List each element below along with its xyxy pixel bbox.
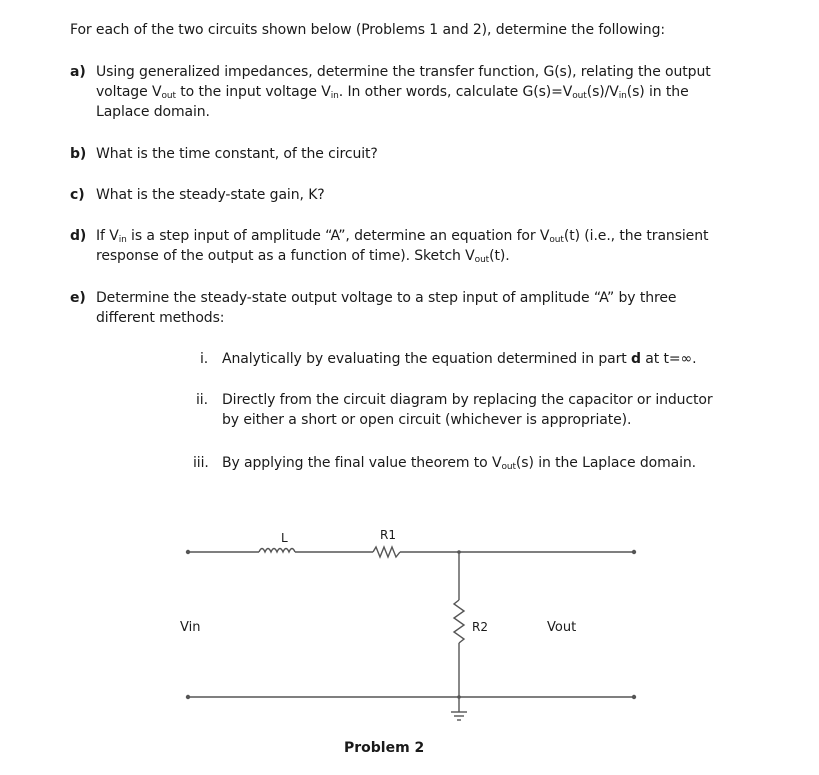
part-a-marker: a)	[70, 64, 86, 80]
part-c-text: What is the steady-state gain, K?	[96, 187, 325, 203]
part-e-line1: Determine the steady-state output voltage to a step input of amplitude “A” by three	[96, 290, 677, 306]
part-d-line1: If $V_{in}$ is a step input of amplitude “A”, determine an equation for $V_{out}(t)$ (i.e., the transient	[96, 228, 709, 245]
node-r2-top	[457, 550, 461, 554]
method-i-text: Analytically by evaluating the equation determined in part d at t=∞.	[222, 351, 697, 367]
node-r2-bottom	[457, 695, 461, 699]
method-iii-marker: iii.	[193, 455, 209, 471]
part-e-line2: different methods:	[96, 310, 225, 326]
problem-caption: Problem 2	[344, 740, 425, 756]
r1-label: R1	[380, 528, 396, 542]
resistor-r2-symbol	[454, 600, 464, 643]
part-a-line3: Laplace domain.	[96, 104, 210, 120]
node-top-left	[186, 550, 190, 554]
part-a-line2: voltage $V_{out}$ to the input voltage $V_{in}$. In other words, calculate $G(s)=V_{out}(s)/V_{in}(s)$ in the	[96, 84, 689, 101]
method-ii-line2: by either a short or open circuit (whichever is appropriate).	[222, 412, 632, 428]
vout-label: Vout	[547, 620, 577, 635]
node-top-right	[632, 550, 636, 554]
method-ii-line1: Directly from the circuit diagram by replacing the capacitor or inductor	[222, 392, 713, 408]
method-i-marker: i.	[200, 351, 209, 367]
part-a-line1: Using generalized impedances, determine the transfer function, G(s), relating the output	[96, 64, 711, 80]
vin-label: Vin	[180, 620, 201, 635]
method-iii-text: By applying the final value theorem to $V_{out}(s)$ in the Laplace domain.	[222, 455, 697, 472]
inductor-l-symbol	[259, 549, 295, 553]
inductor-label: L	[281, 531, 288, 545]
method-ii-marker: ii.	[196, 392, 208, 408]
node-bottom-left	[186, 695, 190, 699]
part-d-line2: response of the output as a function of time). Sketch $V_{out}(t)$.	[96, 248, 510, 265]
r2-label: R2	[472, 620, 488, 634]
node-bottom-right	[632, 695, 636, 699]
resistor-r1-symbol	[373, 547, 400, 557]
part-e-marker: e)	[70, 290, 86, 306]
part-d-marker: d)	[70, 228, 87, 244]
part-c-marker: c)	[70, 187, 85, 203]
part-b-marker: b)	[70, 146, 87, 162]
part-b-text: What is the time constant, of the circuit?	[96, 146, 378, 162]
intro-text: For each of the two circuits shown below (Problems 1 and 2), determine the following:	[70, 22, 665, 38]
